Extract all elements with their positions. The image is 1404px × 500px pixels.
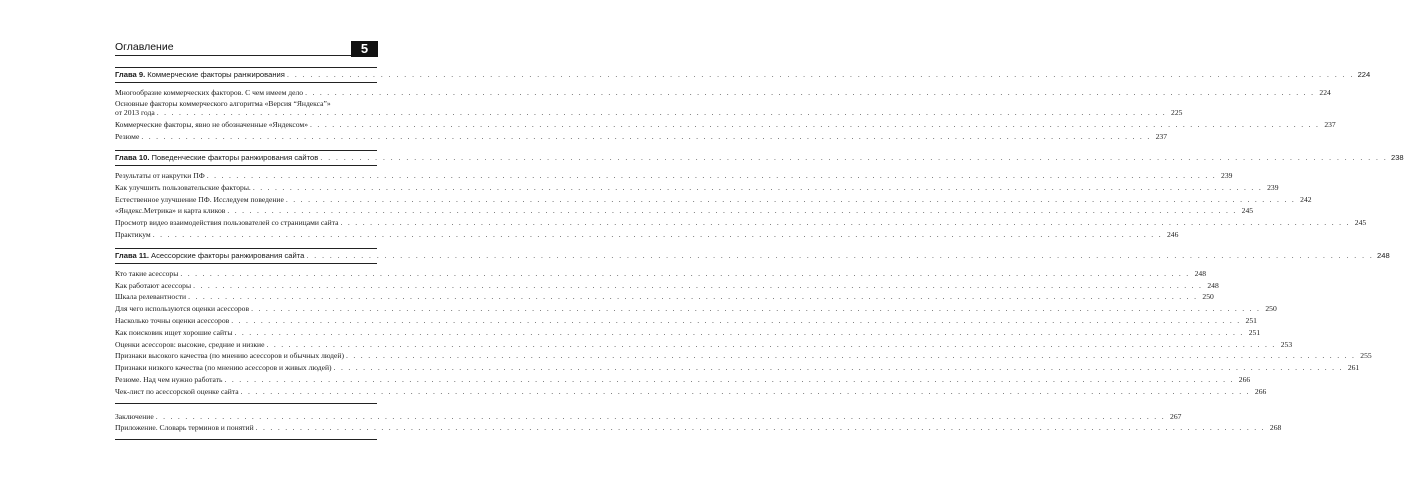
leader-dots xyxy=(229,315,1243,326)
entry-title: «Яндекс.Метрика» и карта кликов xyxy=(115,206,226,216)
entry-title: Резюме xyxy=(115,132,140,142)
entry-title: Как улучшить пользовательские факторы. xyxy=(115,182,251,192)
chapter-title: Поведенческие факторы ранжирования сайтов xyxy=(151,153,319,163)
table-of-contents xyxy=(115,67,1404,440)
section-divider xyxy=(115,439,377,440)
toc-entry[interactable] xyxy=(115,131,1168,142)
toc-entry[interactable] xyxy=(115,386,1267,397)
leader-dots xyxy=(339,217,1353,228)
entry-title: Кто такие асессоры xyxy=(115,268,179,278)
chapter-number: Глава 10. xyxy=(115,153,150,163)
leader-dots xyxy=(186,291,1200,302)
entry-page: 267 xyxy=(1170,411,1182,421)
entry-title: Признаки высокого качества (по мнению асессоров и обычных людей) xyxy=(115,351,345,361)
toc-entry[interactable] xyxy=(115,98,1183,119)
toc-entry[interactable] xyxy=(115,280,1219,291)
entry-page: 268 xyxy=(1269,423,1282,433)
entry-page: 242 xyxy=(1300,194,1312,204)
toc-entry[interactable] xyxy=(115,291,1214,302)
toc-entry[interactable] xyxy=(115,362,1360,373)
entry-title: Естественное улучшение ПФ. Исследуем поведение xyxy=(115,194,284,204)
entry-title: Для чего используются оценки асессоров xyxy=(115,304,250,314)
entry-page: 248 xyxy=(1207,280,1219,290)
leader-dots xyxy=(285,68,1356,82)
chapter-page: 224 xyxy=(1357,70,1371,79)
entry-page: 251 xyxy=(1245,315,1257,325)
leader-dots xyxy=(318,151,1389,165)
entry-title: Коммерческие факторы, явно не обозначенные «Яндексом» xyxy=(115,120,309,130)
entry-title: Резюме. Над чем нужно работать xyxy=(115,374,223,384)
leader-dots xyxy=(308,119,1322,130)
leader-dots xyxy=(154,411,1168,422)
entry-title: Просмотр видео взаимодействия пользователей со страницами сайта xyxy=(115,218,339,228)
entry-title: от 2013 года xyxy=(115,107,155,117)
entry-page: 266 xyxy=(1238,374,1251,384)
toc-entry[interactable] xyxy=(115,119,1336,130)
leader-dots xyxy=(178,268,1192,279)
toc-entry[interactable] xyxy=(115,374,1251,385)
leader-dots xyxy=(225,205,1239,216)
toc-entry-conclusion[interactable] xyxy=(115,411,1182,422)
chapter-heading-10[interactable] xyxy=(115,150,1404,166)
toc-entry[interactable] xyxy=(115,350,1372,361)
toc-entry[interactable] xyxy=(115,194,1312,205)
chapter-page: 238 xyxy=(1390,153,1404,163)
entry-page: 255 xyxy=(1360,351,1372,361)
entry-page: 250 xyxy=(1202,292,1214,302)
leader-dots xyxy=(332,362,1346,373)
leader-dots xyxy=(205,170,1219,181)
leader-dots xyxy=(151,229,1165,240)
running-header xyxy=(115,41,377,56)
leader-dots xyxy=(264,339,1278,350)
entry-page: 239 xyxy=(1267,182,1279,192)
entry-title: Многообразие коммерческих факторов. С чем имеем дело xyxy=(115,87,304,97)
entry-title: Насколько точны оценки асессоров xyxy=(115,315,230,325)
entry-page: 246 xyxy=(1167,229,1179,239)
leader-dots xyxy=(254,422,1268,433)
entry-page: 251 xyxy=(1248,327,1261,337)
leader-dots xyxy=(249,303,1263,314)
entry-title: Шкала релевантности xyxy=(115,292,187,302)
entry-page: 245 xyxy=(1241,206,1254,216)
entry-page: 224 xyxy=(1319,87,1331,97)
toc-entry[interactable] xyxy=(115,303,1277,314)
toc-entry[interactable] xyxy=(115,170,1233,181)
entry-page: 239 xyxy=(1221,170,1233,180)
toc-entry-appendix[interactable] xyxy=(115,422,1282,433)
entry-title: Признаки низкого качества (по мнению асессоров и живых людей) xyxy=(115,363,332,373)
leader-dots xyxy=(304,249,1375,263)
entry-title: Чек-лист по асессорской оценке сайта xyxy=(115,386,239,396)
entry-page: 248 xyxy=(1194,268,1206,278)
entry-title-line1: Основные факторы коммерческого алгоритма «Версия “Яндекса”» xyxy=(115,98,331,108)
chapter-number: Глава 11. xyxy=(115,250,150,260)
toc-entry[interactable] xyxy=(115,327,1261,338)
entry-page: 250 xyxy=(1265,304,1277,314)
toc-entry[interactable] xyxy=(115,205,1254,216)
leader-dots xyxy=(251,182,1265,193)
leader-dots xyxy=(223,374,1237,385)
entry-page: 225 xyxy=(1171,107,1183,117)
entry-page: 261 xyxy=(1347,363,1360,373)
leader-dots xyxy=(284,194,1298,205)
chapter-title: Асессорские факторы ранжирования сайта xyxy=(151,250,305,260)
leader-dots xyxy=(239,386,1253,397)
toc-entry[interactable] xyxy=(115,339,1293,350)
chapter-number: Глава 9. xyxy=(115,70,146,79)
entry-title: Приложение. Словарь терминов и понятий xyxy=(115,423,254,433)
leader-dots xyxy=(139,131,1153,142)
chapter-title: Коммерческие факторы ранжирования xyxy=(147,70,285,79)
entry-title: Результаты от накрутки ПФ xyxy=(115,170,205,180)
entry-title: Оценки асессоров: высокие, средние и низкие xyxy=(115,339,265,349)
chapter-page: 248 xyxy=(1377,250,1390,260)
toc-entry[interactable] xyxy=(115,268,1206,279)
toc-entry[interactable] xyxy=(115,182,1279,193)
leader-dots xyxy=(191,280,1205,291)
page-number-badge: 5 xyxy=(351,41,378,57)
chapter-heading-11[interactable] xyxy=(115,248,1390,264)
leader-dots xyxy=(303,87,1317,98)
entry-title: Практикум xyxy=(115,229,151,239)
entry-title: Как работают асессоры xyxy=(115,280,192,290)
entry-page: 253 xyxy=(1280,339,1293,349)
entry-page: 237 xyxy=(1155,132,1168,142)
leader-dots xyxy=(232,327,1246,338)
entry-title: Как поисковик ищет хорошие сайты xyxy=(115,327,233,337)
entry-page: 266 xyxy=(1254,386,1267,396)
entry-page: 245 xyxy=(1354,218,1367,228)
leader-dots xyxy=(155,108,1169,118)
toc-entry[interactable] xyxy=(115,229,1179,240)
entry-page: 237 xyxy=(1324,120,1336,130)
toc-entry[interactable] xyxy=(115,87,1331,98)
toc-entry[interactable] xyxy=(115,315,1257,326)
toc-entry[interactable] xyxy=(115,217,1367,228)
entry-title: Заключение xyxy=(115,411,154,421)
leader-dots xyxy=(344,350,1358,361)
header-title: Оглавление xyxy=(115,41,174,53)
chapter-heading-9[interactable] xyxy=(115,67,1371,83)
